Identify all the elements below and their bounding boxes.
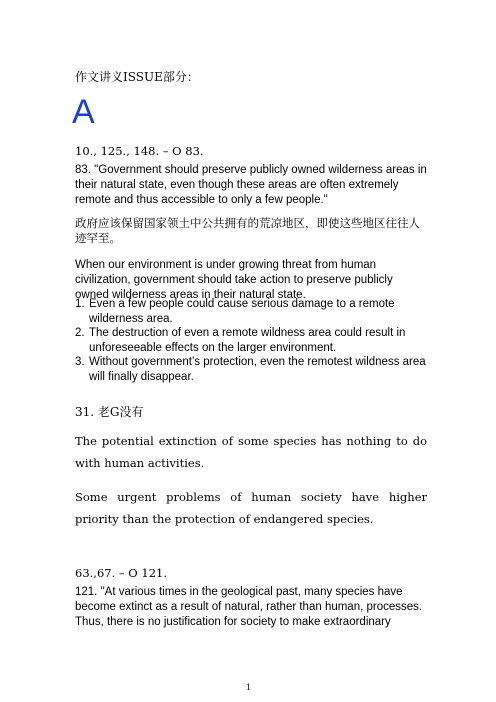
- point-text: Without government’s protection, even the remotest wildness area will finally disappear.: [89, 356, 426, 383]
- section-31-title: 31. 老G没有: [75, 405, 144, 419]
- section-31-paragraph-2: Some urgent problems of human society have higher priority than the protection of endangered species.: [75, 490, 427, 526]
- issue-83-translation: 政府应该保留国家领土中公共拥有的荒凉地区，即使这些地区往往人迹罕至。: [75, 216, 420, 245]
- argument-point: [75, 326, 427, 355]
- point-number: 1.: [75, 298, 85, 310]
- argument-intro: When our environment is under growing threat from human civilization, government should take action to preserve publicly owned wilderness areas in their natural state.: [75, 259, 393, 301]
- point-number: 2.: [75, 327, 85, 340]
- point-text: Even a few people could cause serious damage to a remote wilderness area.: [89, 298, 395, 325]
- section-letter: A: [72, 93, 95, 131]
- issue-121-prompt: 121. "At various times in the geological past, many species have become extinct as a result of natural, rather than human, processes. Thus, there is no justification for society to make extraordinary: [75, 586, 423, 628]
- section-31-paragraph-1: The potential extinction of some species has nothing to do with human activities.: [75, 434, 427, 470]
- argument-point: [75, 297, 427, 326]
- page-heading: 作文讲义ISSUE部分：: [75, 70, 199, 84]
- point-number: 3.: [75, 356, 85, 369]
- reference-numbers-1: 10., 125., 148. – O 83.: [75, 144, 204, 158]
- point-text: The destruction of even a remote wildness area could result in unforeseeable effects on the larger environment.: [89, 327, 406, 354]
- page-number: 1: [246, 683, 252, 692]
- reference-numbers-2: 63.,67. – O 121.: [75, 566, 167, 580]
- argument-point: [75, 355, 427, 384]
- argument-points: [75, 297, 427, 385]
- issue-83-prompt: 83. "Government should preserve publicly owned wilderness areas in their natural state, even though these areas are often extremely remote and thus accessible to only a few people.": [75, 164, 427, 206]
